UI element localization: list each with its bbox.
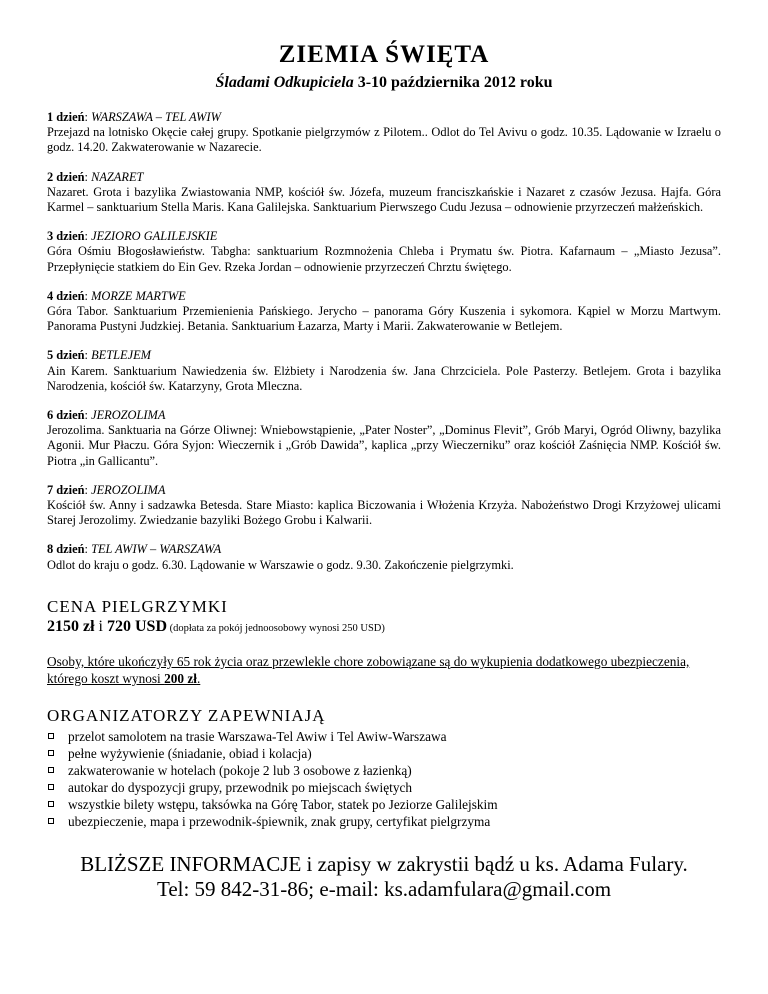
price-line [47,617,721,639]
day-description: Góra Ośmiu Błogosławieństw. Tabgha: sanktuarium Rozmnożenia Chleba i Prymatu św. Piotra. Kafarnaum – „Miasto Jezusa”. Przepłynięcie statkiem do Ein Gev. Rzeka Jordan – odnowienie przyrzeczeń Chrztu świętego. [47,244,721,274]
checkbox-bullet-icon [48,801,54,807]
day-description: Odlot do kraju o godz. 6.30. Lądowanie w Warszawie o godz. 9.30. Zakończenie pielgrzymki. [47,557,514,572]
insurance-notice [47,653,721,687]
insurance-amount: 200 zł [164,670,197,686]
contact-line-phone-email: Tel: 59 842-31-86; e-mail: ks.adamfulara@gmail.com [156,876,612,901]
list-item: pełne wyżywienie (śniadanie, obiad i kolacja) [47,745,721,762]
checkbox-bullet-icon [48,818,54,824]
checkbox-bullet-icon [48,784,54,790]
itinerary-day: 1 dzień: WARSZAWA – TEL AWIW Przejazd na lotnisko Okęcie całej grupy. Spotkanie pielgrzymów z Pilotem.. Odlot do Tel Avivu o godz. 10.35. Lądowanie w Izraelu o godz. 14.20. Zakwaterowanie w Nazarecie. [47,110,721,155]
itinerary-day: 2 dzień: NAZARET Nazaret. Grota i bazylika Zwiastowania NMP, kościół św. Józefa, muzeum franciszkańskie i Nazaret z czasów Jezusa. Hajfa. Góra Karmel – sanktuarium Stella Maris. Kana Galilejska. Sanktuarium Pierwszego Cudu Jezusa – odnowienie przyrzeczeń małżeńskich. [47,169,721,215]
day-place: MORZE MARTWE [91,288,186,303]
organizers-heading: ORGANIZATORZY ZAPEWNIAJĄ [47,705,326,725]
insurance-text: Osoby, które ukończyły 65 rok życia oraz przewlekle chore zobowiązane są do wykupienia dodatkowego ubezpieczenia, którego koszt wynosi [47,653,690,686]
itinerary-day: 4 dzień: MORZE MARTWE Góra Tabor. Sanktuarium Przemienienia Pańskiego. Jerycho – panorama Góry Kuszenia i sykomora. Kąpiel w Morzu Martwym. Panorama Pustyni Judzkiej. Betania. Sanktuarium Łazarza, Marty i Marii. Zakwaterowanie w Betlejem. [47,288,721,334]
checkbox-bullet-icon [48,750,54,756]
day-description: Kościół św. Anny i sadzawka Betesda. Stare Miasto: kaplica Biczowania i Włożenia Krzyża. Nabożeństwo Drogi Krzyżowej ulicami Starej Jerozolimy. Zwiedzanie bazyliki Bożego Grobu i Kalwarii. [47,498,721,528]
checkbox-bullet-icon [48,733,54,739]
price-heading: CENA PIELGRZYMKI [47,596,228,616]
list-item: ubezpieczenie, mapa i przewodnik-śpiewnik, znak grupy, certyfikat pielgrzyma [47,813,721,830]
day-label: 8 dzień [47,542,85,557]
itinerary-day: 5 dzień: BETLEJEM Ain Karem. Sanktuarium Nawiedzenia św. Elżbiety i Narodzenia św. Jana Chrzciciela. Pole Pasterzy. Betlejem. Grota i bazylika Narodzenia, kościół św. Katarzyny, Grota Mleczna. [47,348,721,393]
subtitle-motto: Śladami Odkupiciela [215,74,354,91]
itinerary-day: 6 dzień: JEROZOLIMA Jerozolima. Sanktuaria na Górze Oliwnej: Wniebowstąpienie, „Pater Noster”, „Dominus Flevit”, Grób Maryi, Ogród Oliwny, bazylika Agonii. Mur Płaczu. Góra Syjon: Wieczernik i „Grób Dawida”, kaplica „przy Wieczerniku” oraz kościół Zaśnięcia NMP. Kościół św. Piotra „in Gallicantu”. [47,408,721,468]
page-subtitle [47,72,721,94]
day-place: NAZARET [91,169,144,184]
day-label: 6 dzień [47,408,85,423]
day-label: 4 dzień [47,288,85,303]
subtitle-dates: 3-10 października 2012 roku [353,74,553,91]
day-place: TEL AWIW – WARSZAWA [91,542,222,557]
day-label: 5 dzień [47,348,85,363]
list-item: autokar do dyspozycji grupy, przewodnik po miejscach świętych [47,779,721,796]
day-label: 7 dzień [47,482,85,497]
day-place: JEROZOLIMA [91,482,166,497]
itinerary-day: 8 dzień: TEL AWIW – WARSZAWA Odlot do kraju o godz. 6.30. Lądowanie w Warszawie o godz. 9.30. Zakończenie pielgrzymki. [47,542,721,572]
list-item: zakwaterowanie w hotelach (pokoje 2 lub 3 osobowe z łazienką) [47,762,721,779]
day-description: Ain Karem. Sanktuarium Nawiedzenia św. Elżbiety i Narodzenia św. Jana Chrzciciela. Pole Pasterzy. Betlejem. Grota i bazylika Narodzenia, kościół św. Katarzyny, Grota Mleczna. [47,363,721,393]
price-connector: i [94,617,107,635]
day-label: 3 dzień [47,229,85,244]
checkbox-bullet-icon [48,767,54,773]
list-item: przelot samolotem na trasie Warszawa-Tel Awiw i Tel Awiw-Warszawa [47,728,721,745]
day-description: Góra Tabor. Sanktuarium Przemienienia Pańskiego. Jerycho – panorama Góry Kuszenia i sykomora. Kąpiel w Morzu Martwym. Panorama Pustyni Judzkiej. Betania. Sanktuarium Łazarza, Marty i Marii. Zakwaterowanie w Betlejem. [47,304,721,334]
day-description: Przejazd na lotnisko Okęcie całej grupy. Spotkanie pielgrzymów z Pilotem.. Odlot do Tel Avivu o godz. 10.35. Lądowanie w Izraelu o godz. 14.20. Zakwaterowanie w Nazarecie. [47,125,721,155]
itinerary [47,110,721,573]
organizers-list [47,728,721,830]
contact-info [47,852,721,902]
day-description: Jerozolima. Sanktuaria na Górze Oliwnej: Wniebowstąpienie, „Pater Noster”, „Dominus Flevit”, Grób Maryi, Ogród Oliwny, bazylika Agonii. Mur Płaczu. Góra Syjon: Wieczernik i „Grób Dawida”, kaplica „przy Wieczerniku” oraz kościół Zaśnięcia NMP. Kościół św. Piotra „in Gallicantu”. [47,423,721,468]
day-place: JEZIORO GALILEJSKIE [91,229,218,244]
price-usd: 720 USD [107,617,168,635]
itinerary-day: 3 dzień: JEZIORO GALILEJSKIE Góra Ośmiu Błogosławieństw. Tabgha: sanktuarium Rozmnożenia Chleba i Prymatu św. Piotra. Kafarnaum – „Miasto Jezusa”. Przepłynięcie statkiem do Ein Gev. Rzeka Jordan – odnowienie przyrzeczeń Chrztu świętego. [47,229,721,274]
day-place: JEROZOLIMA [91,408,166,423]
day-place: BETLEJEM [91,348,151,363]
price-pln: 2150 zł [47,617,95,635]
day-place: WARSZAWA – TEL AWIW [91,110,221,124]
day-description: Nazaret. Grota i bazylika Zwiastowania NMP, kościół św. Józefa, muzeum franciszkańskie i Nazaret z czasów Jezusa. Hajfa. Góra Karmel – sanktuarium Stella Maris. Kana Galilejska. Sanktuarium Pierwszego Cudu Jezusa – odnowienie przyrzeczeń małżeńskich. [47,184,721,215]
day-label: 2 dzień [47,169,85,184]
page-title: ZIEMIA ŚWIĘTA [278,41,490,68]
contact-line-info: BLIŻSZE INFORMACJE i zapisy w zakrystii bądź u ks. Adama Fulary. [80,851,688,876]
itinerary-day: 7 dzień: JEROZOLIMA Kościół św. Anny i sadzawka Betesda. Stare Miasto: kaplica Biczowania i Włożenia Krzyża. Nabożeństwo Drogi Krzyżowej ulicami Starej Jerozolimy. Zwiedzanie bazyliki Bożego Grobu i Kalwarii. [47,482,721,528]
insurance-end: . [196,670,201,686]
day-label: 1 dzień [47,110,85,124]
single-room-note: (dopłata za pokój jednoosobowy wynosi 250 USD) [167,622,385,634]
list-item: wszystkie bilety wstępu, taksówka na Górę Tabor, statek po Jeziorze Galilejskim [47,796,721,813]
